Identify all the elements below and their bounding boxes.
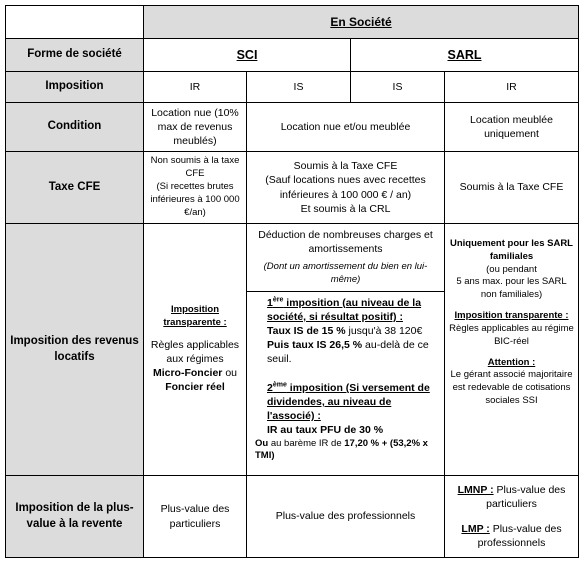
revenus-label-text: Imposition des revenus locatifs	[10, 334, 139, 363]
imposition-label	[6, 72, 144, 103]
sci-label: SCI	[236, 47, 258, 62]
cfe-label-text: Taxe CFE	[48, 180, 101, 193]
plusvalue-c23-text: Plus-value des professionnels	[275, 510, 416, 523]
first-title-text: imposition (au niveau de la société, si résultat positif) :	[267, 296, 422, 323]
revenus-label	[6, 224, 144, 476]
cfe-c4-text: Soumis à la Taxe CFE	[459, 181, 564, 194]
plusvalue-c23	[247, 476, 445, 557]
revenus-c23-bottom	[247, 292, 445, 476]
condition-c1	[144, 103, 247, 152]
forme-label-text: Forme de société	[27, 48, 122, 61]
first-imposition-title	[267, 295, 440, 324]
plusvalue-label-text: Imposition de la plus-value à la revente	[15, 501, 134, 530]
ir-pfu-text: IR au taux PFU de 30 %	[267, 424, 384, 437]
second-imposition-title	[267, 380, 440, 423]
second-num: 2	[267, 381, 273, 394]
au-dela-text: au-delà de ce seuil.	[267, 339, 429, 366]
condition-c4	[445, 103, 578, 152]
first-line1	[267, 324, 422, 338]
first-sup: ère	[272, 296, 284, 303]
imposition-label-text: Imposition	[45, 80, 104, 93]
sarl-familiales-text: Uniquement pour les SARL familiales	[450, 238, 573, 262]
cfe-c23	[247, 152, 445, 224]
revenus-c1-text: Règles applicables aux régimes	[150, 338, 240, 366]
lmnp-label: LMNP :	[457, 484, 494, 497]
plusvalue-c4	[445, 476, 578, 557]
revenus-c1-regimes	[147, 366, 243, 394]
cinq-ans-text: 5 ans max. pour les SARL non familiales)	[456, 276, 567, 301]
c4-transparente-title: Imposition transparente :	[454, 310, 569, 322]
second-line2	[255, 438, 440, 464]
forme-label	[6, 39, 144, 72]
imposition-sarl-is	[351, 72, 445, 103]
condition-c23-text: Location nue et/ou meublée	[280, 120, 411, 133]
ou-text: ou	[222, 367, 238, 380]
cfe-c23-line1: Soumis à la Taxe CFE	[293, 160, 398, 173]
plusvalue-c1-text: Plus-value des particuliers	[160, 503, 230, 530]
second-title-text: imposition (Si versement de dividendes, au niveau de l'associé) :	[267, 381, 430, 423]
imposition-c3: IS	[392, 80, 403, 93]
lmp-label: LMP :	[461, 522, 490, 535]
cfe-c1-line1: Non soumis à la taxe CFE	[150, 155, 240, 180]
sci-header	[144, 39, 351, 72]
revenus-c4	[445, 224, 578, 476]
imposition-c4: IR	[506, 80, 517, 93]
bareme-rate: 17,20 % + (53,2% x TMI)	[255, 437, 428, 462]
imposition-sarl-ir	[445, 72, 578, 103]
plusvalue-label	[6, 476, 144, 557]
sarl-label: SARL	[447, 47, 482, 62]
deduction-text: Déduction de nombreuses charges et amortissements	[258, 229, 433, 256]
condition-c4-text: Location meublée uniquement	[470, 113, 553, 140]
first-line2	[267, 338, 440, 366]
imposition-c1: IR	[189, 80, 201, 93]
imposition-sci-is	[247, 72, 351, 103]
micro-foncier-text: Micro-Foncier	[152, 367, 223, 380]
sarl-header	[351, 39, 578, 72]
revenus-c23-top	[247, 224, 445, 292]
taux-26: Puis taux IS 26,5 %	[267, 339, 363, 352]
revenus-c1-title: Imposition transparente :	[163, 304, 227, 329]
corner-cell	[6, 6, 144, 39]
condition-c23	[247, 103, 445, 152]
lmp-line	[448, 522, 575, 550]
foncier-reel-text: Foncier réel	[165, 381, 225, 394]
attention-text: Le gérant associé majoritaire est redevable de cotisations sociales SSI	[450, 369, 573, 406]
cfe-c23-line2: (Sauf locations nues avec recettes inférieures à 100 000 € / an)	[265, 174, 426, 201]
ou-pendant-text: (ou pendant	[486, 263, 537, 275]
ou-bareme: Ou	[255, 437, 269, 449]
bic-reel-text: Règles applicables au régime BIC-réel	[449, 322, 574, 347]
amortissement-note: (Dont un amortissement du bien en lui-même)	[263, 261, 428, 286]
lmp-text: Plus-value des professionnels	[477, 522, 562, 549]
revenus-c1	[144, 224, 247, 476]
bareme-text: au barème IR de	[268, 437, 345, 449]
cfe-c23-line3: Et soumis à la CRL	[300, 202, 391, 215]
first-num: 1	[267, 296, 273, 309]
attention-title: Attention :	[487, 356, 536, 368]
condition-label-text: Condition	[47, 120, 102, 133]
seuil-text: jusqu'à 38 120€	[345, 324, 423, 337]
plusvalue-c1	[144, 476, 247, 557]
condition-label	[6, 103, 144, 152]
condition-c1-text: Location nue (10% max de revenus meublés)	[151, 106, 239, 148]
cfe-c1	[144, 152, 247, 224]
taux-15: Taux IS de 15 %	[267, 324, 346, 337]
imposition-sci-ir	[144, 72, 247, 103]
cfe-c1-line2: (Si recettes brutes inférieures à 100 000 €/an)	[150, 181, 240, 218]
lmnp-text: Plus-value des particuliers	[486, 484, 566, 511]
second-sup: ème	[272, 381, 287, 389]
cfe-c4	[445, 152, 578, 224]
header-title: En Société	[330, 14, 392, 29]
cfe-label	[6, 152, 144, 224]
comparison-table	[5, 5, 579, 558]
lmnp-line	[448, 483, 575, 511]
en-societe-header	[144, 6, 578, 39]
imposition-c2: IS	[293, 80, 304, 93]
